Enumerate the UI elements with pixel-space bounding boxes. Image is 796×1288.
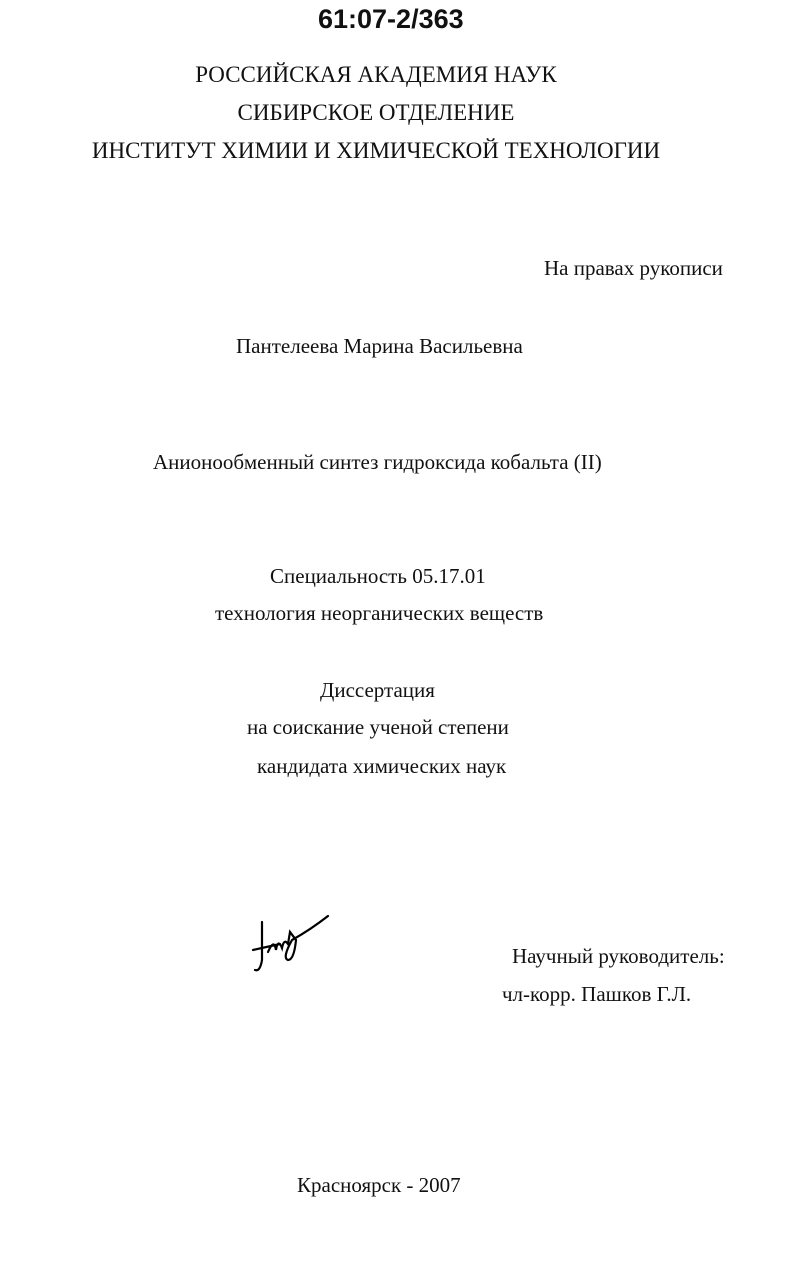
dissertation-title: Анионообменный синтез гидроксида кобальта (II) bbox=[153, 450, 602, 474]
degree-line-1: Диссертация bbox=[320, 678, 435, 702]
specialty-name: технология неорганических веществ bbox=[215, 601, 544, 625]
header-institute: ИНСТИТУТ ХИМИИ И ХИМИЧЕСКОЙ ТЕХНОЛОГИИ bbox=[91, 138, 661, 163]
author-name: Пантелеева Марина Васильевна bbox=[236, 334, 523, 358]
header-branch: СИБИРСКОЕ ОТДЕЛЕНИЕ bbox=[237, 100, 515, 125]
degree-line-2: на соискание ученой степени bbox=[247, 715, 509, 739]
manuscript-note: На правах рукописи bbox=[544, 256, 723, 280]
specialty-code: Специальность 05.17.01 bbox=[270, 564, 486, 588]
place-year: Красноярск - 2007 bbox=[297, 1173, 461, 1197]
header-academy: РОССИЙСКАЯ АКАДЕМИЯ НАУК bbox=[195, 62, 557, 87]
degree-line-3: кандидата химических наук bbox=[257, 754, 507, 778]
supervisor-name: чл-корр. Пашков Г.Л. bbox=[502, 982, 692, 1006]
supervisor-label: Научный руководитель: bbox=[512, 944, 725, 968]
signature bbox=[250, 910, 340, 980]
archive-code: 61:07-2/363 bbox=[318, 4, 464, 34]
